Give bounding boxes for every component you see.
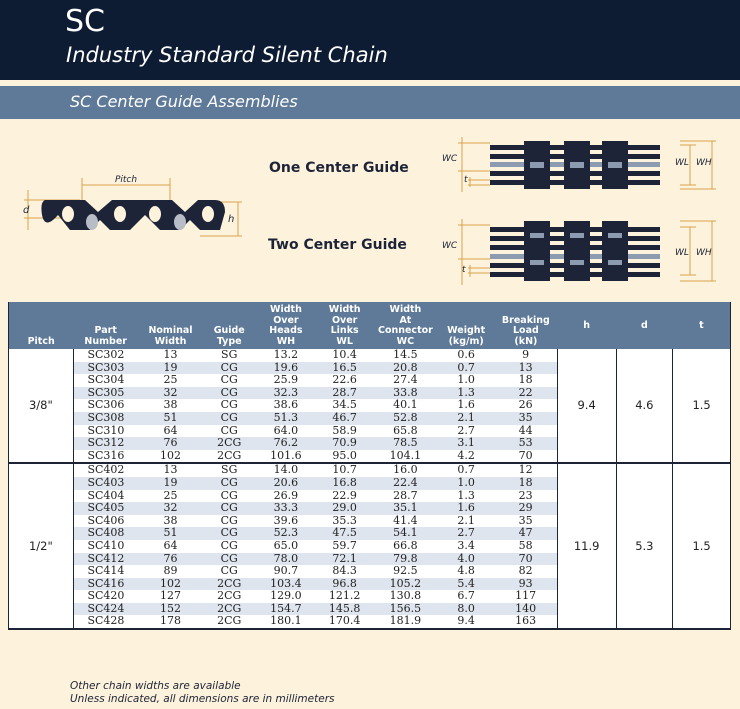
- wl-cell: 29.0: [316, 502, 373, 515]
- wh-cell: 38.6: [256, 399, 317, 412]
- wh-cell: 78.0: [256, 553, 317, 566]
- section-band: [0, 86, 740, 119]
- weight-cell: 4.2: [438, 450, 495, 464]
- one-center-guide-diagram: [440, 135, 720, 197]
- wl-cell: 22.6: [316, 374, 373, 387]
- weight-cell: 0.7: [438, 362, 495, 375]
- weight-cell: 4.8: [438, 565, 495, 578]
- d-dimension-cell: 4.6: [616, 349, 673, 463]
- wl-cell: 47.5: [316, 527, 373, 540]
- header-d: d: [616, 302, 673, 349]
- nominal-width-cell: 32: [138, 502, 203, 515]
- part-number-cell: SC308: [73, 412, 138, 425]
- wl-cell: 145.8: [316, 603, 373, 616]
- wl-cell: 46.7: [316, 412, 373, 425]
- h-label: h: [228, 214, 235, 225]
- breaking-load-cell: 35: [495, 515, 558, 528]
- guide-type-cell: SG: [203, 463, 256, 477]
- wl-cell: 35.3: [316, 515, 373, 528]
- guide-type-cell: CG: [203, 477, 256, 490]
- breaking-load-cell: 22: [495, 387, 558, 400]
- guide-type-cell: 2CG: [203, 450, 256, 464]
- pitch-cell: 3/8": [9, 349, 74, 463]
- weight-cell: 5.4: [438, 578, 495, 591]
- two-center-guide-label: Two Center Guide: [268, 237, 407, 253]
- wc-label-two: WC: [442, 241, 458, 251]
- breaking-load-cell: 93: [495, 578, 558, 591]
- wh-cell: 180.1: [256, 615, 317, 629]
- wh-cell: 20.6: [256, 477, 317, 490]
- wh-cell: 52.3: [256, 527, 317, 540]
- header-nominal-width: Nominal Width: [138, 302, 203, 349]
- breaking-load-cell: 44: [495, 425, 558, 438]
- wc-label-one: WC: [442, 154, 458, 164]
- part-number-cell: SC312: [73, 437, 138, 450]
- breaking-load-cell: 140: [495, 603, 558, 616]
- part-number-cell: SC402: [73, 463, 138, 477]
- weight-cell: 8.0: [438, 603, 495, 616]
- breaking-load-cell: 70: [495, 450, 558, 464]
- guide-type-cell: CG: [203, 399, 256, 412]
- nominal-width-cell: 102: [138, 578, 203, 591]
- wc-cell: 14.5: [373, 349, 438, 362]
- wc-cell: 156.5: [373, 603, 438, 616]
- part-number-cell: SC408: [73, 527, 138, 540]
- wh-cell: 101.6: [256, 450, 317, 464]
- wc-cell: 181.9: [373, 615, 438, 629]
- wl-label-two: WL: [675, 248, 689, 258]
- wc-cell: 130.8: [373, 590, 438, 603]
- wc-cell: 52.8: [373, 412, 438, 425]
- wh-cell: 154.7: [256, 603, 317, 616]
- wl-cell: 70.9: [316, 437, 373, 450]
- breaking-load-cell: 35: [495, 412, 558, 425]
- header-wc: Width At Connector WC: [373, 302, 438, 349]
- wc-cell: 22.4: [373, 477, 438, 490]
- wl-cell: 22.9: [316, 490, 373, 503]
- footnote-2: Unless indicated, all dimensions are in millimeters: [70, 693, 335, 705]
- pitch-group-3-8: [9, 349, 731, 463]
- wc-cell: 65.8: [373, 425, 438, 438]
- weight-cell: 1.6: [438, 502, 495, 515]
- chain-side-profile-diagram: [20, 170, 245, 245]
- nominal-width-cell: 76: [138, 437, 203, 450]
- guide-type-cell: CG: [203, 412, 256, 425]
- table-header-row: [9, 302, 731, 349]
- part-number-cell: SC420: [73, 590, 138, 603]
- wc-cell: 35.1: [373, 502, 438, 515]
- nominal-width-cell: 38: [138, 399, 203, 412]
- part-number-cell: SC416: [73, 578, 138, 591]
- wl-cell: 28.7: [316, 387, 373, 400]
- footnote-1: Other chain widths are available: [70, 680, 241, 692]
- wc-cell: 40.1: [373, 399, 438, 412]
- nominal-width-cell: 64: [138, 540, 203, 553]
- wh-cell: 51.3: [256, 412, 317, 425]
- page-subtitle: Industry Standard Silent Chain: [66, 43, 388, 67]
- breaking-load-cell: 163: [495, 615, 558, 629]
- breaking-load-cell: 53: [495, 437, 558, 450]
- t-dimension-cell: 1.5: [673, 349, 731, 463]
- wl-label-one: WL: [675, 158, 689, 168]
- wh-cell: 64.0: [256, 425, 317, 438]
- weight-cell: 4.0: [438, 553, 495, 566]
- part-number-cell: SC410: [73, 540, 138, 553]
- guide-type-cell: CG: [203, 553, 256, 566]
- wc-cell: 28.7: [373, 490, 438, 503]
- nominal-width-cell: 76: [138, 553, 203, 566]
- header-weight: Weight (kg/m): [438, 302, 495, 349]
- nominal-width-cell: 51: [138, 527, 203, 540]
- weight-cell: 9.4: [438, 615, 495, 629]
- header-wh: Width Over Heads WH: [256, 302, 317, 349]
- breaking-load-cell: 117: [495, 590, 558, 603]
- guide-type-cell: CG: [203, 502, 256, 515]
- section-title: SC Center Guide Assemblies: [70, 92, 298, 111]
- wl-cell: 170.4: [316, 615, 373, 629]
- wl-cell: 121.2: [316, 590, 373, 603]
- weight-cell: 1.0: [438, 477, 495, 490]
- header-part-number: Part Number: [73, 302, 138, 349]
- header-h: h: [557, 302, 616, 349]
- breaking-load-cell: 18: [495, 477, 558, 490]
- weight-cell: 2.1: [438, 515, 495, 528]
- guide-type-cell: 2CG: [203, 603, 256, 616]
- breaking-load-cell: 12: [495, 463, 558, 477]
- part-number-cell: SC304: [73, 374, 138, 387]
- t-label-two: t: [462, 265, 466, 275]
- wc-cell: 41.4: [373, 515, 438, 528]
- wc-cell: 27.4: [373, 374, 438, 387]
- guide-type-cell: CG: [203, 387, 256, 400]
- wh-label-one: WH: [696, 158, 712, 168]
- wl-cell: 10.7: [316, 463, 373, 477]
- t-label-one: t: [464, 175, 468, 185]
- nominal-width-cell: 25: [138, 374, 203, 387]
- nominal-width-cell: 152: [138, 603, 203, 616]
- wh-cell: 25.9: [256, 374, 317, 387]
- wh-cell: 13.2: [256, 349, 317, 362]
- wl-cell: 96.8: [316, 578, 373, 591]
- part-number-cell: SC428: [73, 615, 138, 629]
- header-wl: Width Over Links WL: [316, 302, 373, 349]
- part-number-cell: SC405: [73, 502, 138, 515]
- part-number-cell: SC414: [73, 565, 138, 578]
- nominal-width-cell: 89: [138, 565, 203, 578]
- nominal-width-cell: 19: [138, 362, 203, 375]
- weight-cell: 1.0: [438, 374, 495, 387]
- part-number-cell: SC424: [73, 603, 138, 616]
- wc-cell: 78.5: [373, 437, 438, 450]
- guide-type-cell: SG: [203, 349, 256, 362]
- breaking-load-cell: 23: [495, 490, 558, 503]
- part-number-cell: SC303: [73, 362, 138, 375]
- wc-cell: 79.8: [373, 553, 438, 566]
- nominal-width-cell: 102: [138, 450, 203, 464]
- part-number-cell: SC302: [73, 349, 138, 362]
- part-number-cell: SC316: [73, 450, 138, 464]
- pitch-group-1-2: [9, 463, 731, 629]
- one-center-guide-label: One Center Guide: [269, 160, 409, 176]
- two-center-guide-diagram: [440, 215, 720, 287]
- pitch-label: Pitch: [114, 175, 138, 185]
- wh-cell: 19.6: [256, 362, 317, 375]
- nominal-width-cell: 25: [138, 490, 203, 503]
- part-number-cell: SC306: [73, 399, 138, 412]
- guide-type-cell: 2CG: [203, 590, 256, 603]
- wc-cell: 66.8: [373, 540, 438, 553]
- wh-cell: 65.0: [256, 540, 317, 553]
- wl-cell: 95.0: [316, 450, 373, 464]
- wh-cell: 129.0: [256, 590, 317, 603]
- guide-type-cell: CG: [203, 515, 256, 528]
- breaking-load-cell: 9: [495, 349, 558, 362]
- nominal-width-cell: 51: [138, 412, 203, 425]
- h-dimension-cell: 11.9: [557, 463, 616, 629]
- guide-type-cell: 2CG: [203, 615, 256, 629]
- wh-cell: 26.9: [256, 490, 317, 503]
- breaking-load-cell: 13: [495, 362, 558, 375]
- weight-cell: 0.7: [438, 463, 495, 477]
- wl-cell: 10.4: [316, 349, 373, 362]
- guide-type-cell: 2CG: [203, 578, 256, 591]
- weight-cell: 3.1: [438, 437, 495, 450]
- wl-cell: 58.9: [316, 425, 373, 438]
- wh-label-two: WH: [696, 248, 712, 258]
- header-pitch: Pitch: [9, 302, 74, 349]
- breaking-load-cell: 58: [495, 540, 558, 553]
- wl-cell: 34.5: [316, 399, 373, 412]
- wc-cell: 104.1: [373, 450, 438, 464]
- header-guide-type: Guide Type: [203, 302, 256, 349]
- breaking-load-cell: 26: [495, 399, 558, 412]
- weight-cell: 2.7: [438, 425, 495, 438]
- page-header: [0, 0, 740, 80]
- breaking-load-cell: 18: [495, 374, 558, 387]
- weight-cell: 1.6: [438, 399, 495, 412]
- breaking-load-cell: 29: [495, 502, 558, 515]
- wh-cell: 103.4: [256, 578, 317, 591]
- page-title: SC: [65, 4, 105, 39]
- nominal-width-cell: 64: [138, 425, 203, 438]
- wh-cell: 32.3: [256, 387, 317, 400]
- pitch-cell: 1/2": [9, 463, 74, 629]
- weight-cell: 0.6: [438, 349, 495, 362]
- weight-cell: 6.7: [438, 590, 495, 603]
- header-breaking-load: Breaking Load (kN): [495, 302, 558, 349]
- nominal-width-cell: 13: [138, 349, 203, 362]
- part-number-cell: SC412: [73, 553, 138, 566]
- breaking-load-cell: 82: [495, 565, 558, 578]
- guide-type-cell: CG: [203, 374, 256, 387]
- wh-cell: 14.0: [256, 463, 317, 477]
- spec-table: [8, 302, 731, 630]
- weight-cell: 1.3: [438, 387, 495, 400]
- guide-type-cell: CG: [203, 540, 256, 553]
- weight-cell: 3.4: [438, 540, 495, 553]
- nominal-width-cell: 13: [138, 463, 203, 477]
- wc-cell: 54.1: [373, 527, 438, 540]
- wc-cell: 92.5: [373, 565, 438, 578]
- wc-cell: 20.8: [373, 362, 438, 375]
- part-number-cell: SC404: [73, 490, 138, 503]
- part-number-cell: SC305: [73, 387, 138, 400]
- part-number-cell: SC403: [73, 477, 138, 490]
- wl-cell: 16.8: [316, 477, 373, 490]
- guide-type-cell: CG: [203, 527, 256, 540]
- wc-cell: 105.2: [373, 578, 438, 591]
- t-dimension-cell: 1.5: [673, 463, 731, 629]
- breaking-load-cell: 47: [495, 527, 558, 540]
- nominal-width-cell: 127: [138, 590, 203, 603]
- d-label: d: [23, 205, 30, 216]
- wh-cell: 76.2: [256, 437, 317, 450]
- weight-cell: 1.3: [438, 490, 495, 503]
- nominal-width-cell: 38: [138, 515, 203, 528]
- wc-cell: 33.8: [373, 387, 438, 400]
- guide-type-cell: CG: [203, 362, 256, 375]
- header-t: t: [673, 302, 731, 349]
- weight-cell: 2.7: [438, 527, 495, 540]
- guide-type-cell: 2CG: [203, 437, 256, 450]
- table-row: [9, 463, 731, 477]
- breaking-load-cell: 70: [495, 553, 558, 566]
- nominal-width-cell: 178: [138, 615, 203, 629]
- wl-cell: 59.7: [316, 540, 373, 553]
- wc-cell: 16.0: [373, 463, 438, 477]
- part-number-cell: SC406: [73, 515, 138, 528]
- part-number-cell: SC310: [73, 425, 138, 438]
- nominal-width-cell: 19: [138, 477, 203, 490]
- d-dimension-cell: 5.3: [616, 463, 673, 629]
- wl-cell: 84.3: [316, 565, 373, 578]
- weight-cell: 2.1: [438, 412, 495, 425]
- wl-cell: 72.1: [316, 553, 373, 566]
- h-dimension-cell: 9.4: [557, 349, 616, 463]
- guide-type-cell: CG: [203, 490, 256, 503]
- nominal-width-cell: 32: [138, 387, 203, 400]
- table-row: [9, 349, 731, 362]
- wh-cell: 39.6: [256, 515, 317, 528]
- guide-type-cell: CG: [203, 565, 256, 578]
- wh-cell: 90.7: [256, 565, 317, 578]
- guide-type-cell: CG: [203, 425, 256, 438]
- wh-cell: 33.3: [256, 502, 317, 515]
- wl-cell: 16.5: [316, 362, 373, 375]
